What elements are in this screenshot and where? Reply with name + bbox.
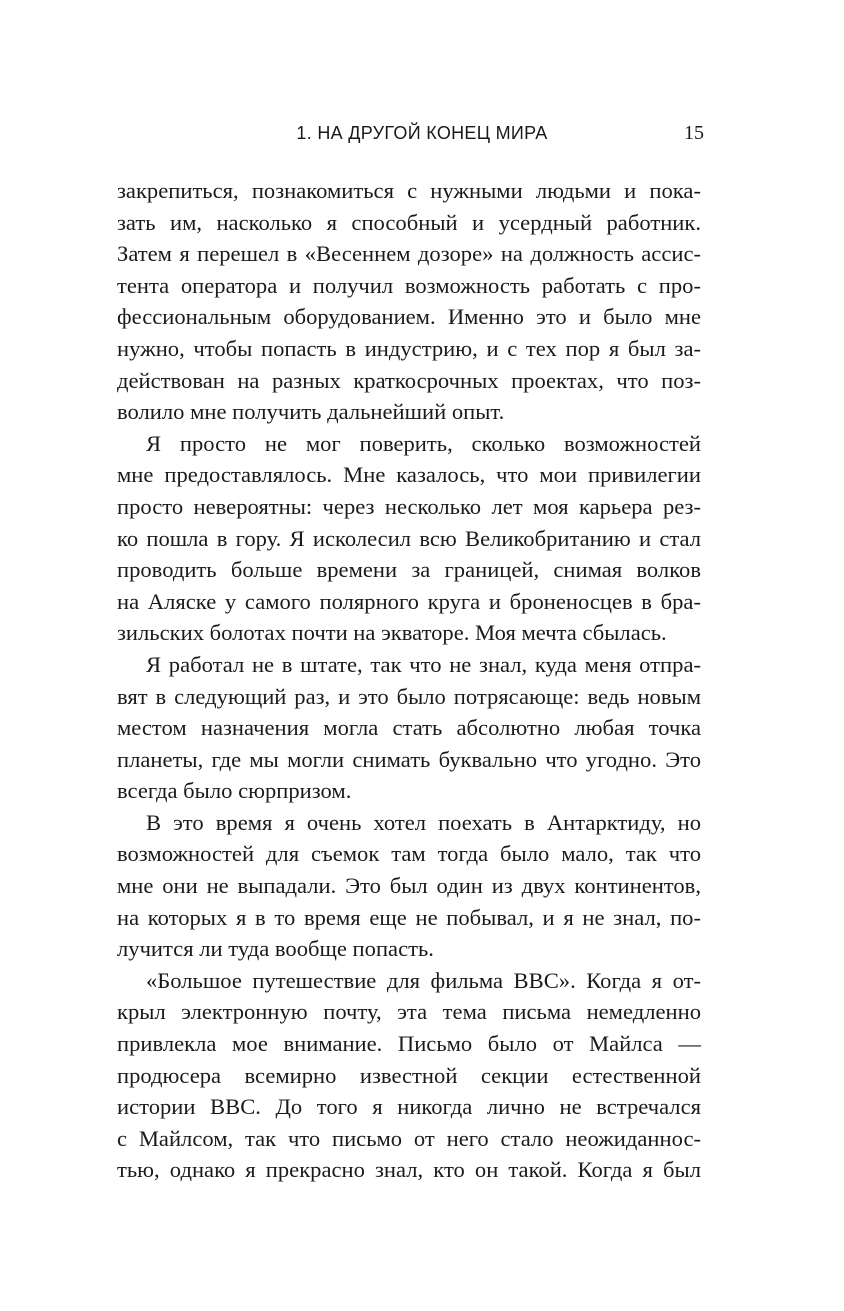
text-line: «Большое путешествие для фильма BBC». Когда я от-	[146, 967, 701, 993]
text-line: волило мне получить дальнейший опыт.	[117, 399, 505, 425]
text-line: мне предоставлялось. Мне казалось, что мои привилегии	[117, 462, 701, 488]
text-line: просто невероятны: через несколько лет моя карьера рез-	[117, 493, 701, 519]
text-line: лучится ли туда вообще попасть.	[117, 936, 434, 962]
text-line: местом назначения могла стать абсолютно любая точка	[117, 715, 701, 741]
text-line: истории BBC. До того я никогда лично не встречался	[117, 1094, 701, 1120]
text-line: проводить больше времени за границей, снимая волков	[117, 557, 701, 583]
text-line: привлекла мое внимание. Письмо было от Майлса —	[117, 1031, 701, 1057]
paragraph-3	[117, 649, 701, 807]
text-line: тью, однако я прекрасно знал, кто он такой. Когда я был	[117, 1157, 701, 1183]
text-line: крыл электронную почту, эта тема письма немедленно	[117, 999, 701, 1025]
text-line: действован на разных краткосрочных проектах, что поз-	[117, 367, 701, 393]
paragraph-2	[117, 428, 701, 649]
text-line: нужно, чтобы попасть в индустрию, и с тех пор я был за-	[117, 335, 701, 361]
text-line: вят в следующий раз, и это было потрясающе: ведь новым	[117, 683, 701, 709]
text-line: планеты, где мы могли снимать буквально что угодно. Это	[117, 746, 701, 772]
text-line: Я просто не мог поверить, сколько возможностей	[146, 430, 701, 456]
body-text	[117, 175, 701, 1186]
text-line: на Аляске у самого полярного круга и броненосцев в бра-	[117, 588, 701, 614]
text-line: возможностей для съемок там тогда было мало, так что	[117, 841, 701, 867]
text-line: с Майлсом, так что письмо от него стало неожиданнос-	[117, 1125, 701, 1151]
text-line: Я работал не в штате, так что не знал, куда меня отпра-	[146, 651, 701, 677]
running-header	[0, 118, 844, 148]
text-line: зильских болотах почти на экваторе. Моя мечта сбылась.	[117, 620, 667, 646]
text-line: мне они не выпадали. Это был один из двух континентов,	[117, 873, 701, 899]
page-number: 15	[684, 122, 704, 144]
chapter-title: 1. НА ДРУГОЙ КОНЕЦ МИРА	[296, 123, 548, 143]
text-line: зать им, насколько я способный и усердный работник.	[117, 209, 701, 235]
text-line: на которых я в то время еще не побывал, и я не знал, по-	[117, 904, 701, 930]
paragraph-5	[117, 965, 701, 1186]
text-line: закрепиться, познакомиться с нужными людьми и пока-	[117, 178, 701, 203]
text-line: В это время я очень хотел поехать в Антарктиду, но	[146, 809, 701, 835]
text-line: Затем я перешел в «Весеннем дозоре» на должность ассис-	[117, 241, 701, 267]
text-line: всегда было сюрпризом.	[117, 778, 352, 804]
text-line: фессиональным оборудованием. Именно это и было мне	[117, 304, 701, 330]
paragraph-1	[117, 175, 701, 428]
paragraph-4	[117, 807, 701, 965]
text-line: ко пошла в гору. Я исколесил всю Великобританию и стал	[117, 525, 701, 551]
text-line: продюсера всемирно известной секции естественной	[117, 1062, 701, 1088]
text-line: тента оператора и получил возможность работать с про-	[117, 272, 701, 298]
